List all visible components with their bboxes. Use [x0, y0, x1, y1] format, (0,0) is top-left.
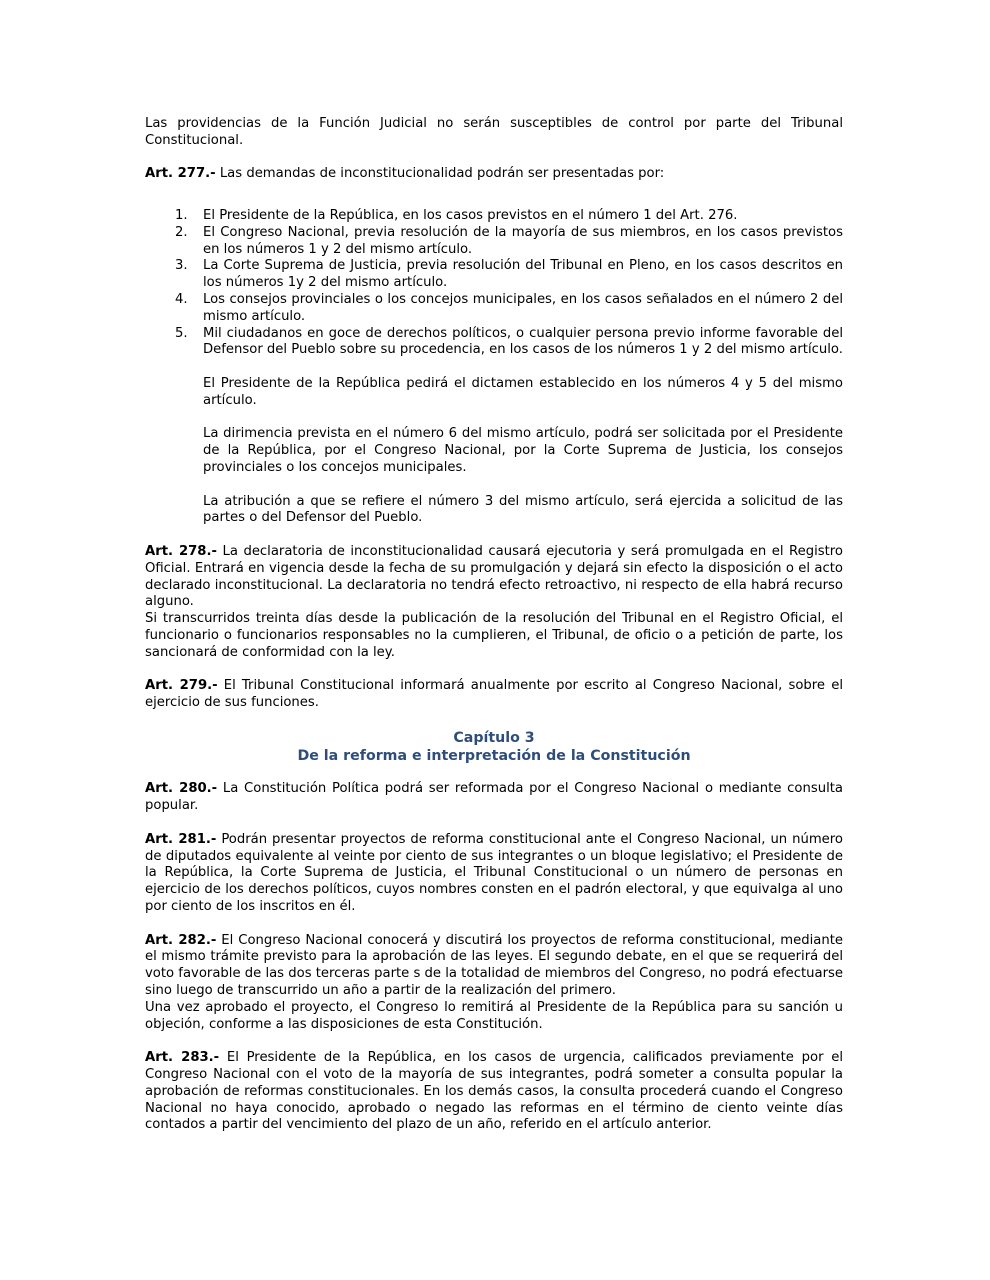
list-text: El Congreso Nacional, previa resolución de la mayoría de sus miembros, en los casos previstos en los números 1 y 2 del mismo artículo. [203, 224, 843, 257]
article-text: El Presidente de la República, en los casos de urgencia, calificados previamente por el Congreso Nacional con el voto de la mayoría de sus integrantes, podrá someter a consulta popular la aprobación de reformas constitucionales. En los demás casos, la consulta procederá cuando el Congreso Nacional no haya conocido, aprobado o negado las reformas en el término de ciento veinte días contados a partir del vencimiento del plazo de un año, referido en el artículo anterior. [145, 1050, 843, 1133]
article-text: La Constitución Política podrá ser reformada por el Congreso Nacional o mediante consulta popular. [145, 781, 843, 814]
list-item [145, 208, 843, 225]
list-number: 4. [175, 291, 188, 307]
list-text: La Corte Suprema de Justicia, previa resolución del Tribunal en Pleno, en los casos descritos en los números 1y 2 del mismo artículo. [203, 258, 843, 291]
article-label: Art. 282.- [145, 932, 217, 948]
article-280 [145, 781, 843, 815]
chapter-number: Capítulo 3 [453, 729, 535, 746]
article-label: Art. 278.- [145, 543, 217, 559]
list-item [145, 292, 843, 326]
list-number: 5. [175, 325, 188, 341]
article-277-list [145, 208, 843, 359]
list-number: 1. [175, 207, 188, 223]
list-number: 3. [175, 258, 188, 274]
document-page [145, 116, 843, 1134]
list-item [145, 258, 843, 292]
article-283 [145, 1050, 843, 1134]
article-label: Art. 277.- [145, 166, 216, 182]
intro-paragraph: Las providencias de la Función Judicial no serán susceptibles de control por parte del Tribunal Constitucional. [145, 116, 843, 148]
list-text: El Presidente de la República, en los casos previstos en el número 1 del Art. 276. [203, 207, 738, 223]
article-text: Podrán presentar proyectos de reforma constitucional ante el Congreso Nacional, un número de diputados equivalente al veinte por ciento de sus integrantes o un bloque legislativo; el Presidente de la República, la Corte Suprema de Justicia, el Tribunal Constitucional o un número de personas en ejercicio de los derechos políticos, cuyos nombres consten en el padrón electoral, y que equivalga al uno por ciento de los inscritos en él. [145, 831, 843, 915]
list-item [145, 225, 843, 259]
article-278 [145, 544, 843, 611]
article-label: Art. 281.- [145, 831, 217, 847]
indented-paragraph: La dirimencia prevista en el número 6 del mismo artículo, podrá ser solicitada por el Presidente de la República, por el Congreso Nacional, por la Corte Suprema de Justicia, los consejos provinciales o los concejos municipales. [203, 426, 843, 475]
chapter-title: De la reforma e interpretación de la Constitución [297, 747, 691, 764]
article-282-continued: Una vez aprobado el proyecto, el Congreso lo remitirá al Presidente de la República para su sanción u objeción, conforme a las disposiciones de esta Constitución. [145, 999, 843, 1032]
article-label: Art. 283.- [145, 1050, 220, 1066]
article-277 [145, 166, 843, 183]
article-text: Las demandas de inconstitucionalidad podrán ser presentadas por: [215, 166, 665, 182]
indented-paragraph: La atribución a que se refiere el número 3 del mismo artículo, será ejercida a solicitud de las partes o del Defensor del Pueblo. [203, 493, 843, 526]
article-278-continued: Si transcurridos treinta días desde la publicación de la resolución del Tribunal en el Registro Oficial, el funcionario o funcionarios responsables no la cumplieren, el Tribunal, de oficio o a petición de parte, los sancionará de conformidad con la ley. [145, 611, 843, 660]
article-282 [145, 933, 843, 1000]
article-text: El Tribunal Constitucional informará anualmente por escrito al Congreso Nacional, sobre el ejercicio de sus funciones. [145, 678, 843, 711]
list-number: 2. [175, 224, 188, 240]
article-label: Art. 279.- [145, 678, 218, 694]
list-text: Los consejos provinciales o los concejos municipales, en los casos señalados en el número 2 del mismo artículo. [203, 291, 843, 324]
article-text: La declaratoria de inconstitucionalidad causará ejecutoria y será promulgada en el Registro Oficial. Entrará en vigencia desde la fecha de su promulgación y dejará sin efecto la disposición o el acto declarado inconstitucional. La declaratoria no tendrá efecto retroactivo, ni respecto de ella habrá recurso alguno. [145, 543, 843, 610]
list-text: Mil ciudadanos en goce de derechos políticos, o cualquier persona previo informe favorable del Defensor del Pueblo sobre su procedencia, en los casos de los números 1 y 2 del mismo artículo. [203, 325, 843, 358]
indented-paragraph: El Presidente de la República pedirá el dictamen establecido en los números 4 y 5 del mismo artículo. [203, 375, 843, 408]
article-279 [145, 678, 843, 712]
article-label: Art. 280.- [145, 781, 218, 797]
article-281 [145, 832, 843, 916]
article-text: El Congreso Nacional conocerá y discutirá los proyectos de reforma constitucional, mediante el mismo trámite previsto para la aprobación de las leyes. El segundo debate, en el que se requerirá del voto favorable de las dos terceras parte s de la totalidad de miembros del Congreso, no podrá efectuarse sino luego de transcurrido un año a partir de la realización del primero. [145, 932, 843, 999]
list-item [145, 326, 843, 360]
